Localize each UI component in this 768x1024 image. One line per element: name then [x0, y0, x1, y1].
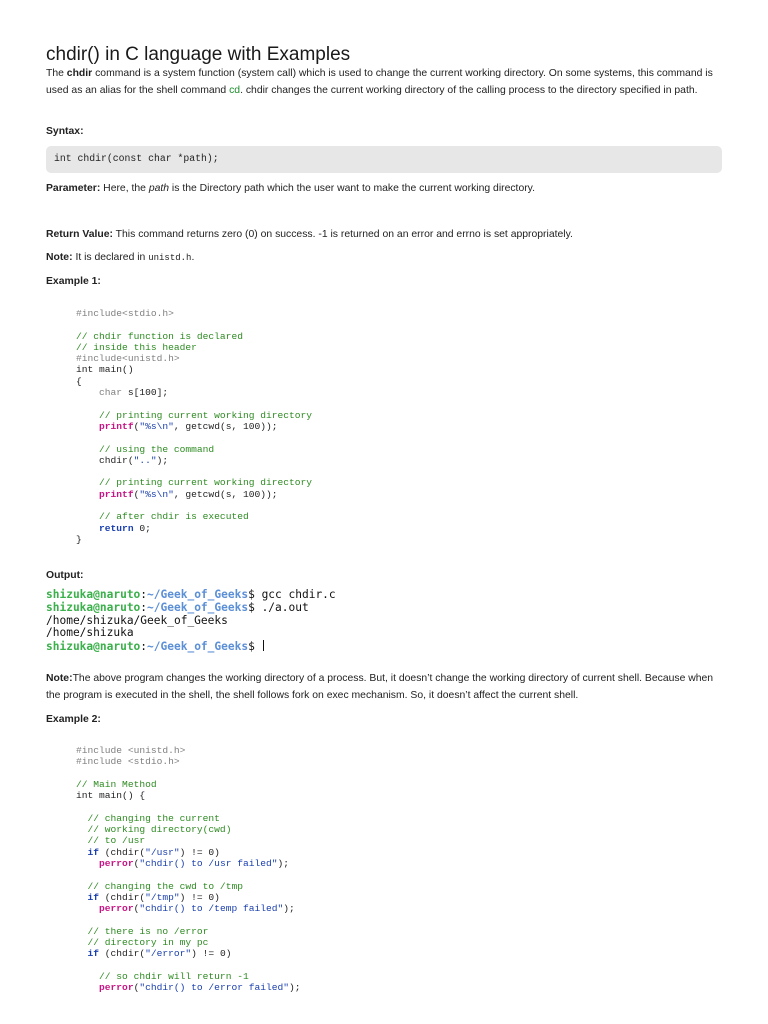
code-token — [76, 511, 99, 522]
code-line — [76, 756, 301, 767]
code-token: #include <stdio.h> — [76, 756, 180, 768]
intro-cd-link[interactable]: cd — [229, 85, 241, 96]
note-header-paragraph — [46, 249, 736, 267]
code-token: (chdir( — [99, 948, 146, 960]
terminal-user: shizuka@naruto — [46, 588, 141, 601]
code-line — [76, 410, 312, 421]
terminal-user: shizuka@naruto — [46, 600, 141, 614]
code-token: ( — [133, 982, 140, 994]
output-heading: Output: — [46, 570, 84, 581]
terminal-sep: : — [140, 640, 148, 654]
code-line — [76, 960, 301, 971]
syntax-code: int chdir(const char *path); — [54, 153, 219, 164]
code-token — [76, 903, 99, 914]
code-token: // changing the cwd to /tmp — [87, 880, 243, 892]
code-line — [76, 319, 312, 330]
parameter-label: Parameter: — [46, 183, 101, 194]
example-1-code — [76, 308, 312, 545]
code-line — [76, 511, 312, 522]
terminal-plain: /home/shizuka/Geek_of_Geeks — [46, 613, 228, 627]
code-line — [76, 858, 301, 869]
code-line — [76, 398, 312, 409]
code-token: 0; — [133, 522, 151, 534]
code-token — [76, 847, 88, 858]
code-token: // working directory(cwd) — [87, 824, 232, 836]
code-token: ) != 0) — [179, 891, 220, 903]
code-line — [76, 455, 312, 466]
example-2-code — [76, 745, 301, 994]
terminal-line — [46, 640, 336, 654]
intro-text-1: The — [46, 68, 67, 79]
code-token — [76, 410, 99, 421]
code-token: ); — [277, 857, 290, 869]
code-line — [76, 971, 301, 982]
code-token — [76, 858, 99, 869]
code-token: int main() — [76, 364, 134, 376]
terminal-path: ~/Geek_of_Geeks — [147, 600, 249, 614]
terminal-output — [46, 589, 336, 654]
note-shell-text: The above program changes the working directory of a process. But, it doesn’t change the working directory of current shell. Because when the program is executed in the shell, the shell follows fork on exec mechanism. So, it doesn’t affect the current shell. — [46, 673, 714, 701]
code-token: // printing current working directory — [99, 409, 313, 421]
terminal-sep: : — [140, 588, 148, 601]
code-token: // using the command — [99, 443, 215, 455]
parameter-path: path — [148, 183, 170, 194]
code-token: // there is no /error — [87, 925, 209, 937]
code-token: { — [76, 375, 82, 387]
code-token: "%s\n" — [139, 488, 174, 500]
code-token: if — [87, 948, 100, 960]
code-token: if — [87, 891, 100, 903]
code-token: ( — [133, 420, 140, 432]
code-token — [76, 892, 88, 903]
code-token: "/usr" — [145, 846, 180, 858]
code-line — [76, 869, 301, 880]
code-token: s[100]; — [122, 387, 169, 399]
code-token — [76, 948, 88, 959]
code-token — [76, 881, 88, 892]
code-token — [76, 523, 99, 534]
code-token: , getcwd(s, 100)); — [173, 420, 278, 432]
code-line — [76, 489, 312, 500]
code-token — [76, 937, 88, 948]
code-token — [76, 835, 88, 846]
code-line — [76, 466, 312, 477]
note-text: It is declared in — [72, 252, 149, 263]
code-line — [76, 523, 312, 534]
note-header-file: unistd.h — [148, 253, 192, 263]
code-line — [76, 500, 312, 511]
code-token: // printing current working directory — [99, 477, 313, 489]
code-token: ) != 0) — [191, 948, 232, 960]
code-token: "/error" — [145, 948, 192, 960]
code-token: perror — [99, 903, 134, 915]
code-line — [76, 824, 301, 835]
intro-text-2: command is a system function (system call) which is used to change the current working directory. On some systems, this command is used as an alias for the shell command — [46, 68, 713, 96]
example-1-heading: Example 1: — [46, 276, 101, 287]
code-line — [76, 948, 301, 959]
intro-command: chdir — [66, 68, 93, 79]
terminal-plain: /home/shizuka — [46, 626, 134, 640]
code-token: int main() { — [76, 790, 146, 802]
syntax-heading: Syntax: — [46, 126, 84, 137]
code-token — [76, 421, 99, 432]
code-line — [76, 421, 312, 432]
code-token: (chdir( — [99, 891, 146, 903]
terminal-path: ~/Geek_of_Geeks — [147, 640, 249, 654]
code-token: printf — [99, 488, 134, 500]
code-token: ) != 0) — [179, 846, 220, 858]
code-token — [76, 387, 99, 398]
code-line — [76, 387, 312, 398]
example-2-heading: Example 2: — [46, 714, 101, 725]
code-line — [76, 376, 312, 387]
terminal-line — [46, 627, 336, 640]
code-token: // changing the current — [87, 812, 220, 824]
parameter-text-1: Here, the — [100, 183, 149, 194]
code-line — [76, 926, 301, 937]
code-line — [76, 835, 301, 846]
code-token: "%s\n" — [139, 420, 174, 432]
code-line — [76, 914, 301, 925]
code-line — [76, 982, 301, 993]
code-token: printf — [99, 420, 134, 432]
code-line — [76, 801, 301, 812]
code-token: #include <unistd.h> — [76, 745, 186, 756]
code-token: if — [87, 846, 100, 858]
code-token — [76, 824, 88, 835]
code-token — [76, 971, 99, 982]
parameter-paragraph — [46, 180, 736, 197]
terminal-cursor — [263, 640, 264, 651]
code-token — [76, 489, 99, 500]
code-token: "/tmp" — [145, 891, 180, 903]
return-value-text: This command returns zero (0) on success. -1 is returned on an error and errno is set appropriately. — [112, 229, 573, 240]
code-line — [76, 813, 301, 824]
code-token — [76, 982, 99, 993]
code-token: #include<stdio.h> — [76, 308, 174, 319]
code-token: "chdir() to /error failed" — [139, 982, 290, 994]
code-line — [76, 745, 301, 756]
terminal-path: ~/Geek_of_Geeks — [147, 588, 249, 601]
code-line — [76, 444, 312, 455]
return-value-paragraph — [46, 226, 736, 243]
code-token: // after chdir is executed — [99, 511, 249, 523]
code-token: , getcwd(s, 100)); — [173, 488, 278, 500]
terminal-user: shizuka@naruto — [46, 640, 141, 654]
code-line — [76, 534, 312, 545]
return-value-label: Return Value: — [46, 229, 113, 240]
code-token: "chdir() to /usr failed" — [139, 857, 278, 869]
code-token: // Main Method — [76, 778, 157, 790]
code-line — [76, 790, 301, 801]
code-line — [76, 364, 312, 375]
code-token — [76, 926, 88, 937]
intro-paragraph — [46, 65, 736, 99]
terminal-sep: : — [140, 600, 148, 614]
intro-text-3: . chdir changes the current working directory of the calling process to the directory specified in path. — [240, 85, 698, 96]
parameter-text-2: is the Directory path which the user want to make the current working directory. — [169, 183, 535, 194]
code-token: perror — [99, 982, 134, 994]
code-token: "chdir() to /temp failed" — [139, 903, 284, 915]
code-line — [76, 308, 312, 319]
code-token: chdir( — [76, 454, 134, 466]
code-token: perror — [99, 857, 134, 869]
code-token — [76, 477, 99, 488]
code-line — [76, 847, 301, 858]
note-shell-paragraph — [46, 670, 726, 704]
code-token: return — [99, 522, 134, 534]
code-token: } — [76, 533, 82, 545]
terminal-cmd: $ — [248, 640, 262, 654]
terminal-cmd: $ gcc chdir.c — [248, 588, 336, 601]
code-token: // inside this header — [76, 341, 197, 353]
code-line — [76, 903, 301, 914]
code-token: // so chdir will return -1 — [99, 970, 249, 982]
note-label: Note: — [46, 252, 73, 263]
code-token: ); — [156, 454, 169, 466]
code-line — [76, 768, 301, 779]
code-token — [76, 813, 88, 824]
code-line — [76, 937, 301, 948]
code-line — [76, 477, 312, 488]
code-token: // chdir function is declared — [76, 330, 243, 342]
code-token: ); — [283, 903, 295, 915]
page-title: chdir() in C language with Examples — [46, 44, 351, 65]
code-token: ( — [133, 857, 140, 869]
code-line — [76, 353, 312, 364]
note-end: . — [191, 252, 195, 263]
code-token — [76, 444, 99, 455]
code-token: ( — [133, 488, 140, 500]
note-shell-label: Note: — [46, 673, 73, 684]
code-token: ( — [133, 903, 140, 915]
code-line — [76, 779, 301, 790]
code-token: (chdir( — [99, 846, 146, 858]
code-line — [76, 342, 312, 353]
code-token: // directory in my pc — [87, 937, 209, 949]
code-token: // to /usr — [87, 835, 146, 847]
terminal-cmd: $ ./a.out — [248, 600, 309, 614]
code-line — [76, 892, 301, 903]
code-line — [76, 881, 301, 892]
code-token: ); — [289, 982, 301, 994]
code-line — [76, 331, 312, 342]
code-token: ".." — [133, 454, 157, 466]
code-token: char — [99, 387, 123, 399]
code-token: #include<unistd.h> — [76, 353, 180, 365]
code-line — [76, 432, 312, 443]
